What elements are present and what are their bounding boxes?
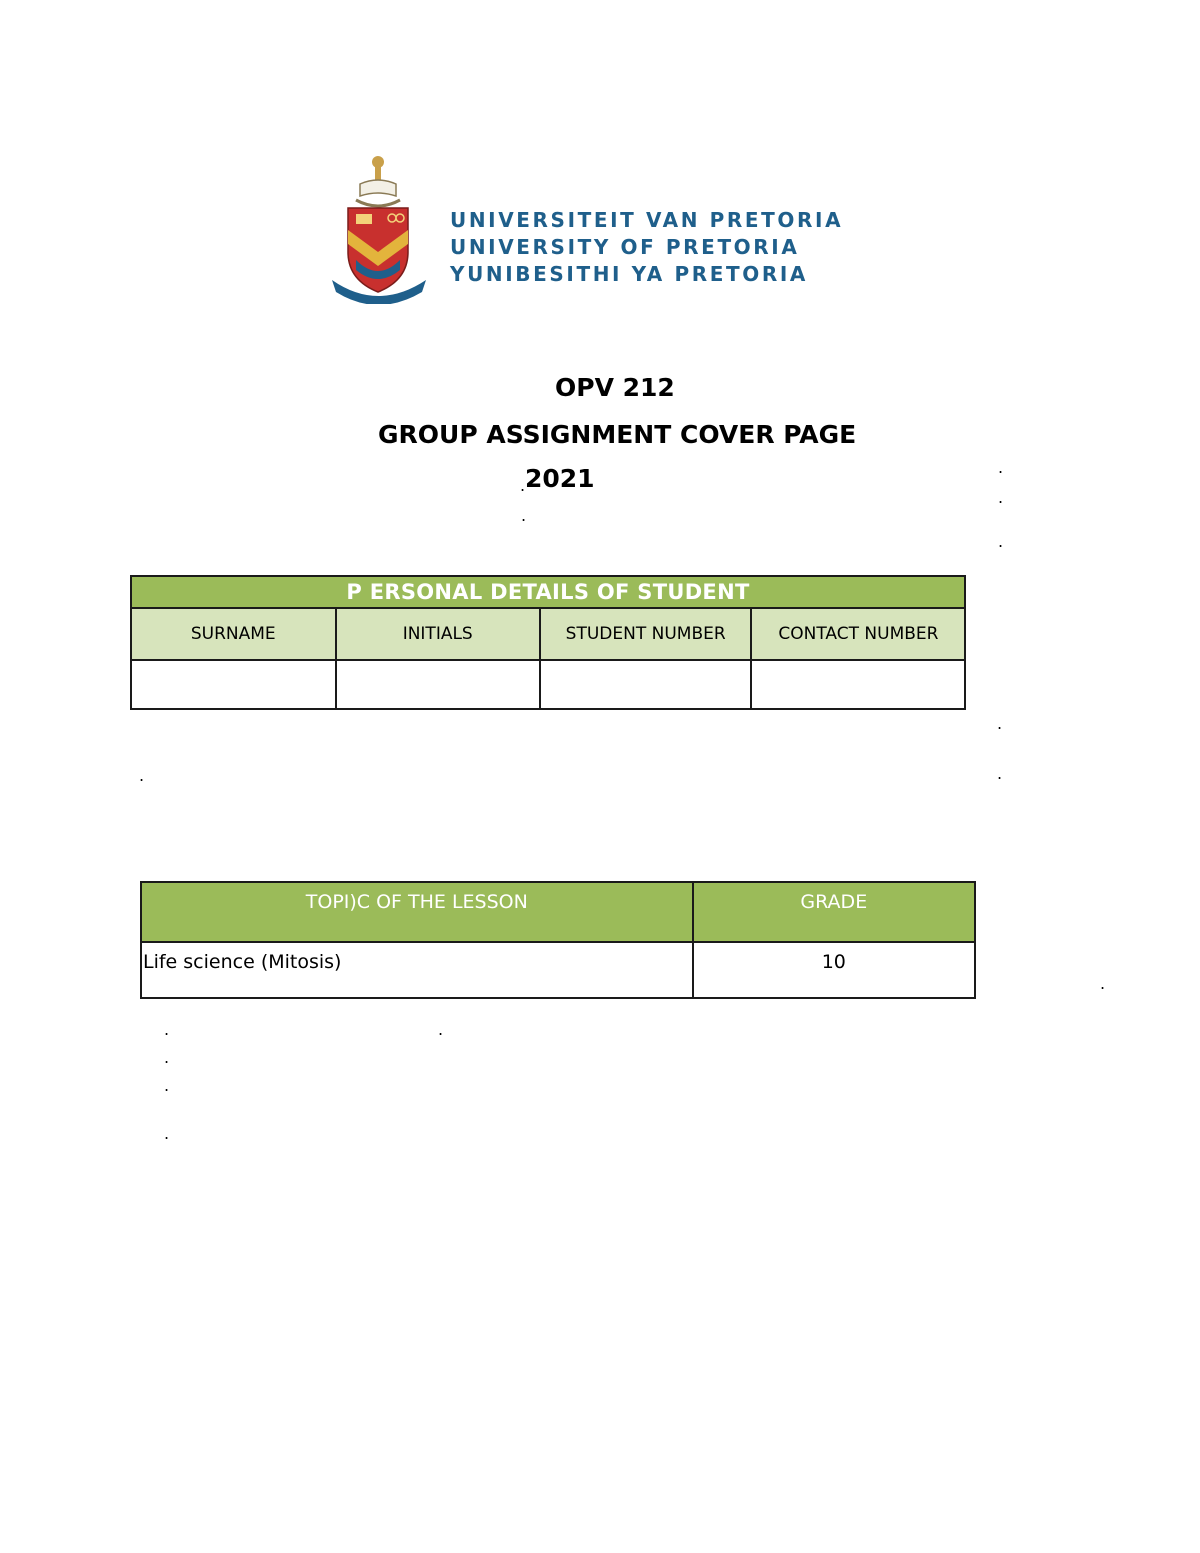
logo-text-sepedi: YUNIBESITHI YA PRETORIA <box>450 262 808 286</box>
surname-cell[interactable] <box>131 660 336 709</box>
topic-cell: Life science (Mitosis) <box>141 942 693 998</box>
stray-dot: . <box>998 458 1004 477</box>
personal-details-input-row <box>131 660 965 709</box>
logo-text-english: UNIVERSITY OF PRETORIA <box>450 235 800 259</box>
personal-details-table <box>130 575 966 710</box>
stray-dot: . <box>1100 974 1106 993</box>
university-logo <box>330 152 844 310</box>
student-number-header: STUDENT NUMBER <box>540 608 751 660</box>
initials-cell[interactable] <box>336 660 540 709</box>
university-crest-icon <box>330 152 430 304</box>
table-row <box>141 942 975 998</box>
student-number-cell[interactable] <box>540 660 751 709</box>
grade-cell: 10 <box>693 942 975 998</box>
course-code: OPV 212 <box>555 373 675 402</box>
logo-text-afrikaans: UNIVERSITEIT VAN PRETORIA <box>450 208 844 232</box>
grade-header: GRADE <box>693 882 975 942</box>
page-title: GROUP ASSIGNMENT COVER PAGE <box>378 420 857 449</box>
stray-dot: . <box>164 1076 170 1095</box>
stray-dot: . <box>139 766 145 785</box>
stray-dot: . <box>164 1020 170 1039</box>
lesson-header-row <box>141 882 975 942</box>
personal-details-title: P ERSONAL DETAILS OF STUDENT <box>131 576 965 608</box>
surname-header: SURNAME <box>131 608 336 660</box>
stray-dot: . <box>998 488 1004 507</box>
contact-number-cell[interactable] <box>751 660 965 709</box>
lesson-table <box>140 881 976 999</box>
stray-dot: . <box>520 476 526 495</box>
stray-dot: . <box>521 506 527 525</box>
stray-dot: . <box>997 714 1003 733</box>
personal-details-header-row <box>131 608 965 660</box>
stray-dot: . <box>164 1124 170 1143</box>
topic-header: TOPI)C OF THE LESSON <box>141 882 693 942</box>
year: 2021 <box>525 464 595 493</box>
stray-dot: . <box>438 1020 444 1039</box>
initials-header: INITIALS <box>336 608 540 660</box>
stray-dot: . <box>997 764 1003 783</box>
stray-dot: . <box>164 1048 170 1067</box>
personal-details-title-row <box>131 576 965 608</box>
contact-number-header: CONTACT NUMBER <box>751 608 965 660</box>
stray-dot: . <box>998 532 1004 551</box>
